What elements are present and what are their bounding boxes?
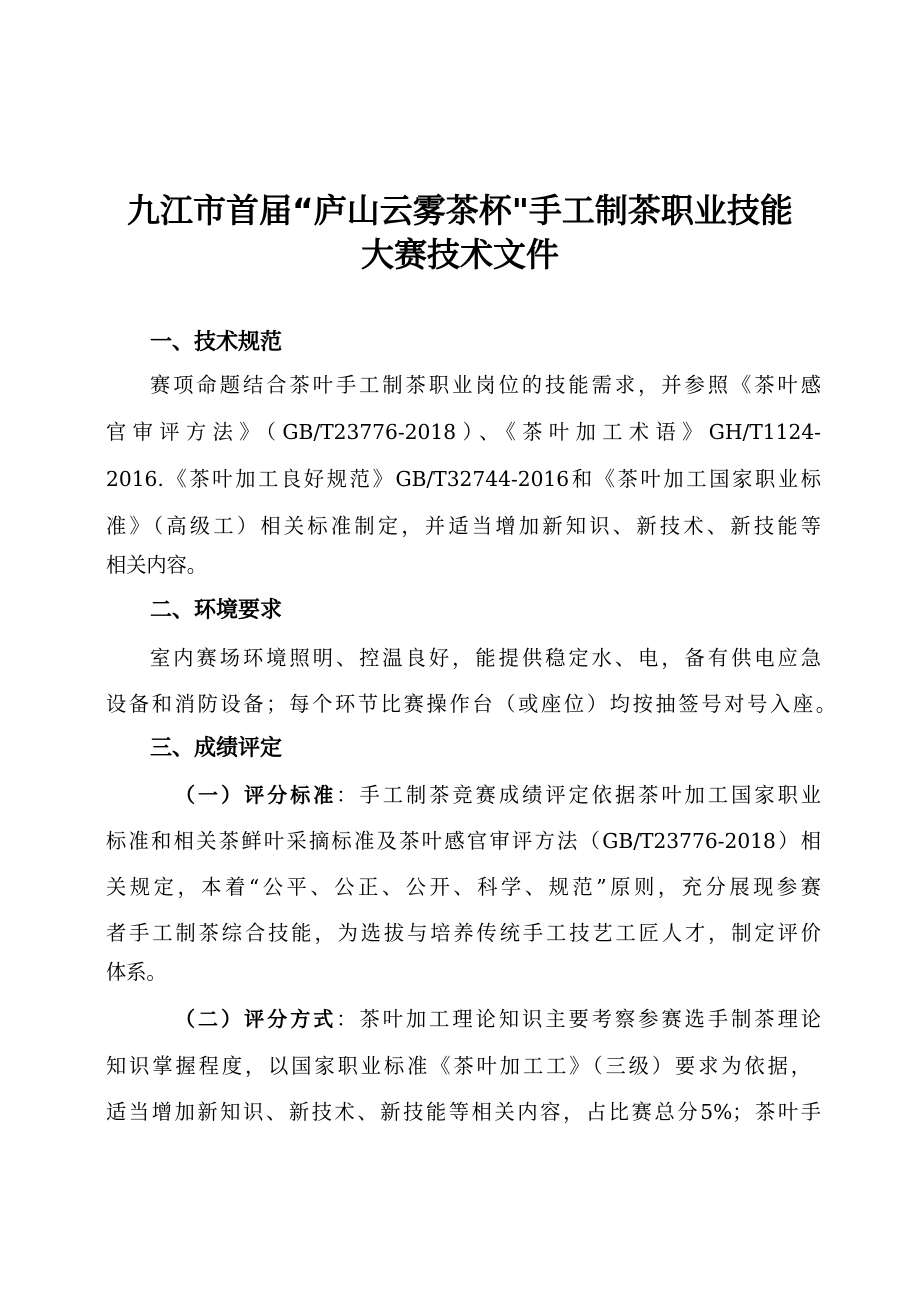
- section-heading-scoring: 三、成绩评定: [150, 736, 283, 761]
- paragraph-line: 赛项命题结合茶叶手工制茶职业岗位的技能需求，并参照《茶叶感: [150, 373, 821, 397]
- paragraph-line: 准》（高级工）相关标准制定，并适当增加新知识、新技术、新技能等: [106, 514, 821, 538]
- subsection-label-scoring-standard: （一）评分标准: [175, 783, 337, 807]
- document-title-line-1: 九江市首届“庐山云雾茶杯"手工制茶职业技能: [127, 191, 793, 230]
- paragraph-line: 室内赛场环境照明、控温良好，能提供稳定水、电，备有供电应急: [150, 646, 821, 670]
- paragraph-line: 体系。: [106, 960, 167, 984]
- paragraph-line: 者手工制茶综合技能，为选拔与培养传统手工技艺工匠人才，制定评价: [106, 921, 821, 945]
- paragraph-line: [175, 1004, 821, 1034]
- paragraph-line: 2016.《茶叶加工良好规范》GB/T32744-2016和《茶叶加工国家职业标: [106, 467, 821, 491]
- section-heading-environment: 二、环境要求: [150, 598, 283, 623]
- paragraph-line: 标准和相关茶鲜叶采摘标准及茶叶感官审评方法（GB/T23776-2018）相: [106, 829, 821, 853]
- paragraph-text: ：茶叶加工理论知识主要考察参赛选手制茶理论: [336, 1007, 821, 1031]
- document-title-line-2: 大赛技术文件: [361, 235, 559, 274]
- subsection-label-scoring-method: （二）评分方式: [175, 1007, 337, 1031]
- paragraph-line: 知识掌握程度，以国家职业标准《茶叶加工工》（三级）要求为依据，: [106, 1054, 811, 1078]
- paragraph-line: [175, 780, 821, 810]
- paragraph-line: 设备和消防设备；每个环节比赛操作台（或座位）均按抽签号对号入座。: [106, 692, 836, 716]
- paragraph-line: 适当增加新知识、新技术、新技能等相关内容，占比赛总分5%；茶叶手: [106, 1100, 821, 1124]
- paragraph-text: ：手工制茶竞赛成绩评定依据茶叶加工国家职业: [336, 783, 821, 807]
- section-heading-technical-spec: 一、技术规范: [150, 330, 283, 355]
- paragraph-line: 关规定，本着“公平、公正、公开、科学、规范”原则，充分展现参赛: [106, 875, 821, 899]
- paragraph-line: 相关内容。: [106, 553, 207, 577]
- paragraph-line: 官审评方法》（GB/T23776-2018）、《茶叶加工术语》GH/T1124-: [106, 420, 821, 444]
